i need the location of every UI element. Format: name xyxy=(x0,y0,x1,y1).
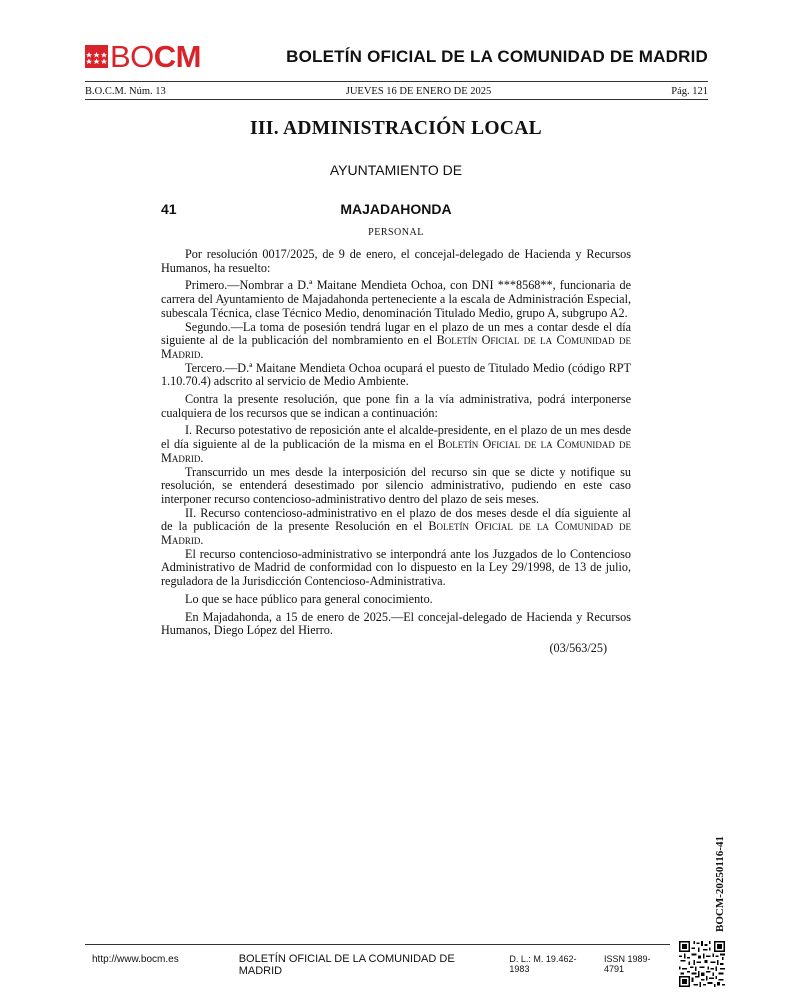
paragraph-text: I. Recurso potestativo de reposición ante el alcalde-presidente, en el plazo de un mes desde el día siguiente al de la publicación de la misma en el xyxy=(161,423,631,452)
section-title: III. ADMINISTRACIÓN LOCAL xyxy=(250,118,542,139)
bulletin-name: Boletín Oficial de la Comunidad de Madrid xyxy=(161,333,631,361)
madrid-flag-icon xyxy=(85,45,108,68)
paragraph: En Majadahonda, a 15 de enero de 2025.—El concejal-delegado de Hacienda y Recursos Humanos, Diego López del Hierro. xyxy=(161,609,631,638)
bulletin-name: Boletín Oficial de la Comunidad de Madrid xyxy=(161,519,631,548)
issue-number: B.O.C.M. Núm. 13 xyxy=(85,86,166,97)
category-label: PERSONAL xyxy=(368,227,424,238)
paragraph: Por resolución 0017/2025, de 9 de enero, el concejal-delegado de Hacienda y Recursos Humanos, ha resuelto: xyxy=(161,247,631,275)
ayuntamiento-label: AYUNTAMIENTO DE xyxy=(329,162,463,178)
page-number: Pág. 121 xyxy=(671,86,708,97)
running-header xyxy=(85,86,708,97)
document-id: BOCM-20250116-41 xyxy=(714,836,726,932)
logo-cm: CM xyxy=(153,39,202,74)
paragraph: Lo que se hace público para general conocimiento. xyxy=(185,591,433,606)
paragraph-text: Segundo.—La toma de posesión tendrá lugar en el plazo de un mes a contar desde el día siguiente al de la publicación del nombramiento en el xyxy=(161,319,631,348)
paragraph: Tercero.—D.ª Maitane Mendieta Ochoa ocupará el puesto de Titulado Medio (código RPT 1.10.70.4) adscrito al servicio de Medio Ambiente. xyxy=(161,360,631,389)
paragraph: El recurso contencioso-administrativo se interpondrá ante los Juzgados de lo Contencioso Administrativo de Madrid de conformidad con lo dispuesto en la Ley 29/1998, de 13 de julio, reguladora de la Jurisdicción Contencioso-Administrativa. xyxy=(161,546,631,589)
issn: ISSN 1989-4791 xyxy=(603,954,651,974)
legal-deposit: D. L.: M. 19.462-1983 xyxy=(509,954,577,974)
paragraph: Contra la presente resolución, que pone fin a la vía administrativa, podrá interponerse cualquiera de los recursos que se indican a continuación: xyxy=(161,392,631,420)
reference-code: (03/563/25) xyxy=(549,640,607,655)
logo-text xyxy=(110,40,201,74)
header-rule xyxy=(85,81,708,82)
bocm-logo xyxy=(85,40,201,74)
footer-rule xyxy=(85,944,670,945)
municipality-title: MAJADAHONDA xyxy=(340,201,452,217)
logo-bo: BO xyxy=(110,39,154,74)
issue-date: JUEVES 16 DE ENERO DE 2025 xyxy=(345,86,492,97)
footer-title: BOLETÍN OFICIAL DE LA COMUNIDAD DE MADRID xyxy=(238,953,455,977)
footer xyxy=(92,953,667,977)
paragraph: Segundo.—La toma de posesión tendrá lugar en el plazo de un mes a contar desde el día siguiente al de la publicación del nombramiento en el Boletín Oficial de la Comunidad de Madrid. xyxy=(161,319,631,361)
paragraph: II. Recurso contencioso-administrativo en el plazo de dos meses desde el día siguiente al de la publicación de la presente Resolución en el Boletín Oficial de la Comunidad de Madrid. xyxy=(161,505,631,548)
running-rule xyxy=(85,99,708,100)
paragraph: Primero.—Nombrar a D.ª Maitane Mendieta Ochoa, con DNI ***8568**, funcionaria de carrera del Ayuntamiento de Majadahonda perteneciente a la escala de Administración Especial, subescala Técnica, clase Técnico Medio, denominación Titulado Medio, grupo A, subgrupo A2. xyxy=(161,278,631,320)
paragraph-text: II. Recurso contencioso-administrativo en el plazo de dos meses desde el día siguiente al de la publicación de la presente Resolución en el xyxy=(161,505,631,534)
bulletin-name: Boletín Oficial de la Comunidad de Madrid xyxy=(161,437,632,465)
announcement-body xyxy=(161,248,631,660)
qr-code-icon xyxy=(679,941,725,987)
paragraph: I. Recurso potestativo de reposición ante el alcalde-presidente, en el plazo de un mes desde el día siguiente al de la publicación de la misma en el Boletín Oficial de la Comunidad de Madrid. xyxy=(161,423,632,465)
website-link[interactable]: http://www.bocm.es xyxy=(92,954,179,965)
announcement-number: 41 xyxy=(161,201,177,217)
publication-title: BOLETÍN OFICIAL DE LA COMUNIDAD DE MADRID xyxy=(286,47,708,66)
paragraph: Transcurrido un mes desde la interposición del recurso sin que se dicte y notifique su resolución, se entenderá desestimado por silencio administrativo, pudiendo en este caso interponer recurso contencioso-administrativo dentro del plazo de seis meses. xyxy=(161,464,631,506)
